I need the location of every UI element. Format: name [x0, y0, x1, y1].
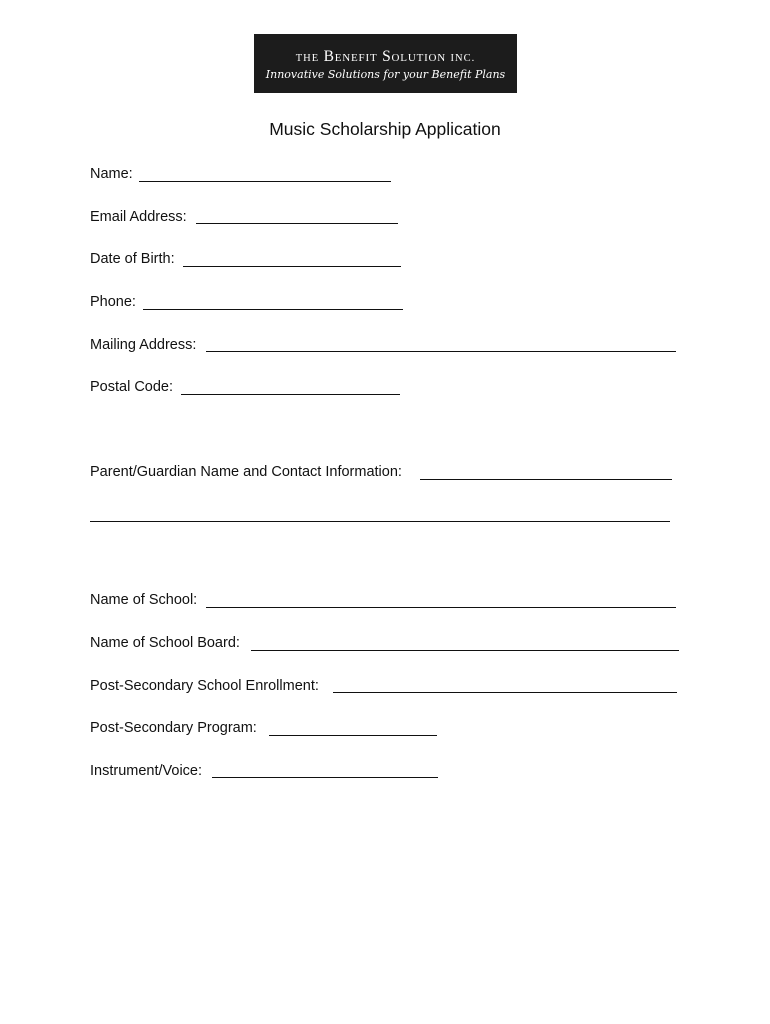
school-board-input-line[interactable] [251, 650, 679, 651]
post-secondary-enrollment-input-line[interactable] [333, 692, 677, 693]
instrument-label: Instrument/Voice: [90, 763, 203, 779]
postal-code-label: Postal Code: [90, 379, 174, 395]
email-input-line[interactable] [196, 223, 398, 224]
mailing-address-label: Mailing Address: [90, 337, 197, 353]
dob-input-line[interactable] [183, 266, 401, 267]
logo-inc: INC. [450, 53, 476, 64]
school-board-label: Name of School Board: [90, 635, 240, 651]
post-secondary-program-input-line[interactable] [269, 735, 437, 736]
name-input-line[interactable] [139, 181, 391, 182]
dob-label: Date of Birth: [90, 251, 175, 267]
company-logo [254, 34, 517, 93]
parent-guardian-input-line-2[interactable] [90, 521, 670, 522]
instrument-input-line[interactable] [212, 777, 438, 778]
parent-guardian-input-line[interactable] [420, 479, 672, 480]
school-input-line[interactable] [206, 607, 676, 608]
logo-tagline: Innovative Solutions for your Benefit Plans [265, 68, 506, 81]
name-label: Name: [90, 166, 133, 182]
page-title: Music Scholarship Application [269, 119, 501, 139]
phone-input-line[interactable] [143, 309, 403, 310]
post-secondary-program-label: Post-Secondary Program: [90, 720, 257, 736]
email-label: Email Address: [90, 209, 187, 225]
parent-guardian-label: Parent/Guardian Name and Contact Information: [90, 464, 402, 480]
school-label: Name of School: [90, 592, 198, 608]
logo-brand: Benefit Solution [323, 48, 447, 65]
logo-wordmark [254, 48, 517, 66]
logo-the: THE [295, 53, 320, 64]
postal-code-input-line[interactable] [181, 394, 400, 395]
mailing-address-input-line[interactable] [206, 351, 676, 352]
phone-label: Phone: [90, 294, 136, 310]
post-secondary-enrollment-label: Post-Secondary School Enrollment: [90, 678, 319, 694]
